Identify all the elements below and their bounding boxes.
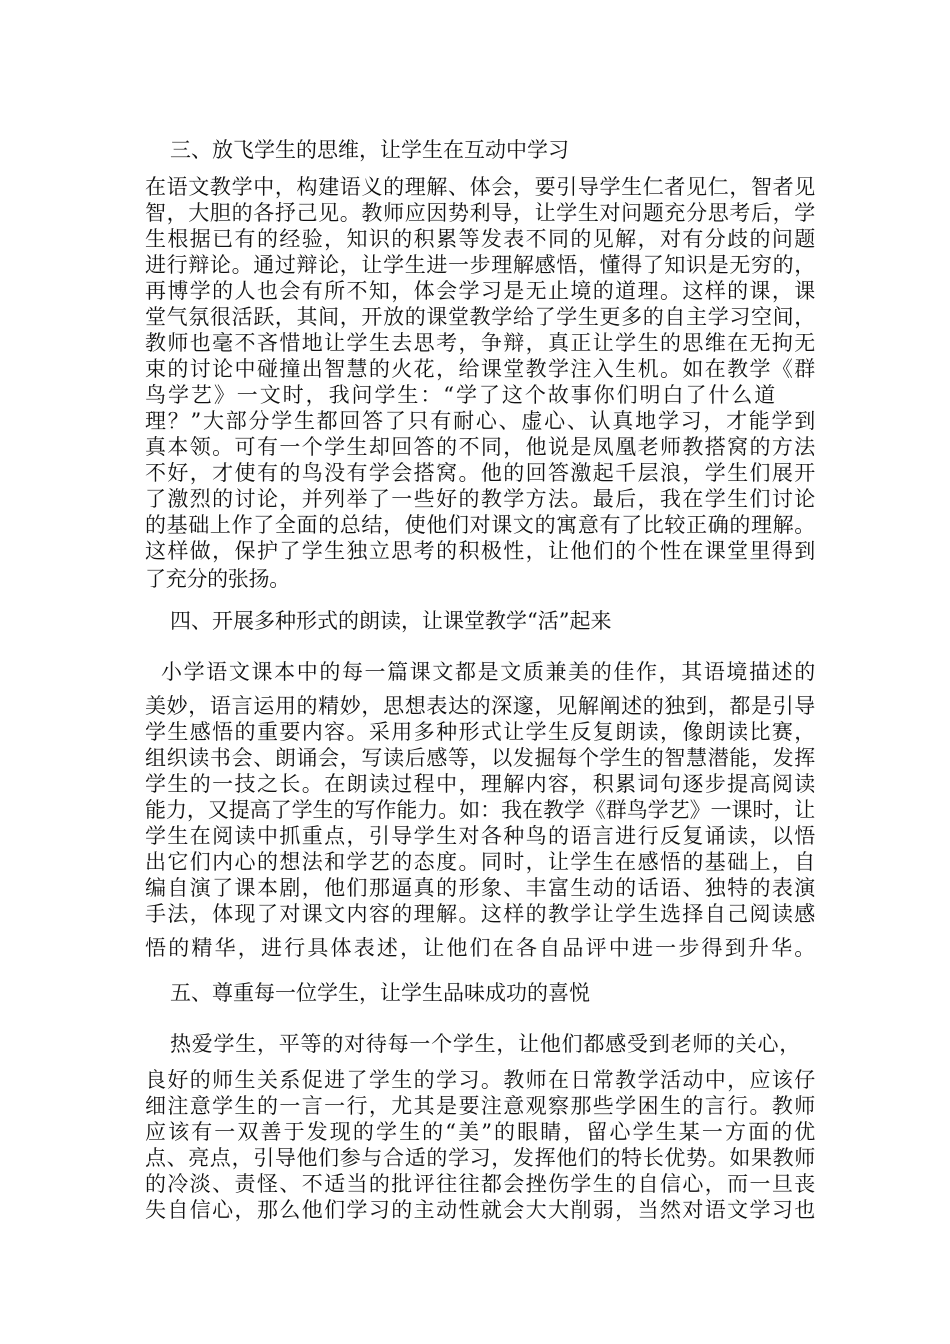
paragraph-line: 悟的精华，进行具体表述，让他们在各自品评中进一步得到升华。 xyxy=(145,936,815,960)
paragraph-line: 学生的一技之长。在朗读过程中，理解内容，积累词句逐步提高阅读 xyxy=(145,772,815,796)
paragraph-line: 手法，体现了对课文内容的理解。这样的教学让学生选择自己阅读感 xyxy=(145,902,815,926)
paragraph-line: 智，大胆的各抒己见。教师应因势利导，让学生对问题充分思考后，学 xyxy=(145,201,815,225)
paragraph-line: 组织读书会、朗诵会，写读后感等，以发掘每个学生的智慧潜能，发挥 xyxy=(145,746,815,770)
paragraph-line: 点、亮点，引导他们参与合适的学习，发挥他们的特长优势。如果教师 xyxy=(145,1146,815,1170)
paragraph-line: 了充分的张扬。 xyxy=(145,567,290,591)
paragraph-line: 美妙，语言运用的精妙，思想表达的深邃，见解阐述的独到，都是引导 xyxy=(145,694,815,718)
paragraph-line: 束的讨论中碰撞出智慧的火花，给课堂教学注入生机。如在教学《群 xyxy=(145,357,815,381)
paragraph-line: 鸟学艺》一文时，我问学生：“学了这个故事你们明白了什么道 xyxy=(145,383,775,407)
paragraph-line: 编自演了课本剧，他们那逼真的形象、丰富生动的话语、独特的表演 xyxy=(145,876,815,900)
paragraph-line: 在语文教学中，构建语义的理解、体会，要引导学生仁者见仁，智者见 xyxy=(145,175,815,199)
paragraph-line: 理？”大部分学生都回答了只有耐心、虚心、认真地学习，才能学到 xyxy=(145,409,815,433)
paragraph-line: 应该有一双善于发现的学生的“美”的眼睛，留心学生某一方面的优 xyxy=(145,1120,815,1144)
paragraph-line: 的基础上作了全面的总结，使他们对课文的寓意有了比较正确的理解。 xyxy=(145,513,815,537)
paragraph-line: 学生感悟的重要内容。采用多种形式让学生反复朗读，像朗读比赛， xyxy=(145,720,815,744)
section-heading-3: 三、放飞学生的思维，让学生在互动中学习 xyxy=(170,138,569,162)
paragraph-line: 失自信心，那么他们学习的主动性就会大大削弱，当然对语文学习也 xyxy=(145,1198,815,1222)
section-heading-5: 五、尊重每一位学生，让学生品味成功的喜悦 xyxy=(170,981,590,1005)
paragraph-line: 真本领。可有一个学生却回答的不同，他说是凤凰老师教搭窝的方法 xyxy=(145,435,815,459)
paragraph-line: 生根据已有的经验，知识的积累等发表不同的见解，对有分歧的问题 xyxy=(145,227,815,251)
paragraph-line: 小学语文课本中的每一篇课文都是文质兼美的佳作，其语境描述的 xyxy=(161,660,815,684)
paragraph-line: 良好的师生关系促进了学生的学习。教师在日常教学活动中，应该仔 xyxy=(145,1068,815,1092)
paragraph-line: 堂气氛很活跃，其间，开放的课堂教学给了学生更多的自主学习空间， xyxy=(145,305,815,329)
paragraph-line: 能力，又提高了学生的写作能力。如：我在教学《群鸟学艺》一课时，让 xyxy=(145,798,815,822)
paragraph-line: 热爱学生，平等的对待每一个学生，让他们都感受到老师的关心， xyxy=(170,1032,800,1056)
paragraph-line: 进行辩论。通过辩论，让学生进一步理解感悟，懂得了知识是无穷的， xyxy=(145,253,815,277)
section-heading-4: 四、开展多种形式的朗读，让课堂教学“活”起来 xyxy=(170,609,612,633)
paragraph-line: 再博学的人也会有所不知，体会学习是无止境的道理。这样的课，课 xyxy=(145,279,815,303)
paragraph-line: 学生在阅读中抓重点，引导学生对各种鸟的语言进行反复诵读，以悟 xyxy=(145,824,815,848)
paragraph-line: 出它们内心的想法和学艺的态度。同时，让学生在感悟的基础上，自 xyxy=(145,850,815,874)
paragraph-line: 细注意学生的一言一行，尤其是要注意观察那些学困生的言行。教师 xyxy=(145,1094,815,1118)
paragraph-line: 教师也毫不吝惜地让学生去思考，争辩，真正让学生的思维在无拘无 xyxy=(145,331,815,355)
paragraph-line: 这样做，保护了学生独立思考的积极性，让他们的个性在课堂里得到 xyxy=(145,539,815,563)
paragraph-line: 了激烈的讨论，并列举了一些好的教学方法。最后，我在学生们讨论 xyxy=(145,487,815,511)
paragraph-line: 的冷淡、责怪、不适当的批评往往都会挫伤学生的自信心，而一旦丧 xyxy=(145,1172,815,1196)
paragraph-line: 不好，才使有的鸟没有学会搭窝。他的回答激起千层浪，学生们展开 xyxy=(145,461,815,485)
